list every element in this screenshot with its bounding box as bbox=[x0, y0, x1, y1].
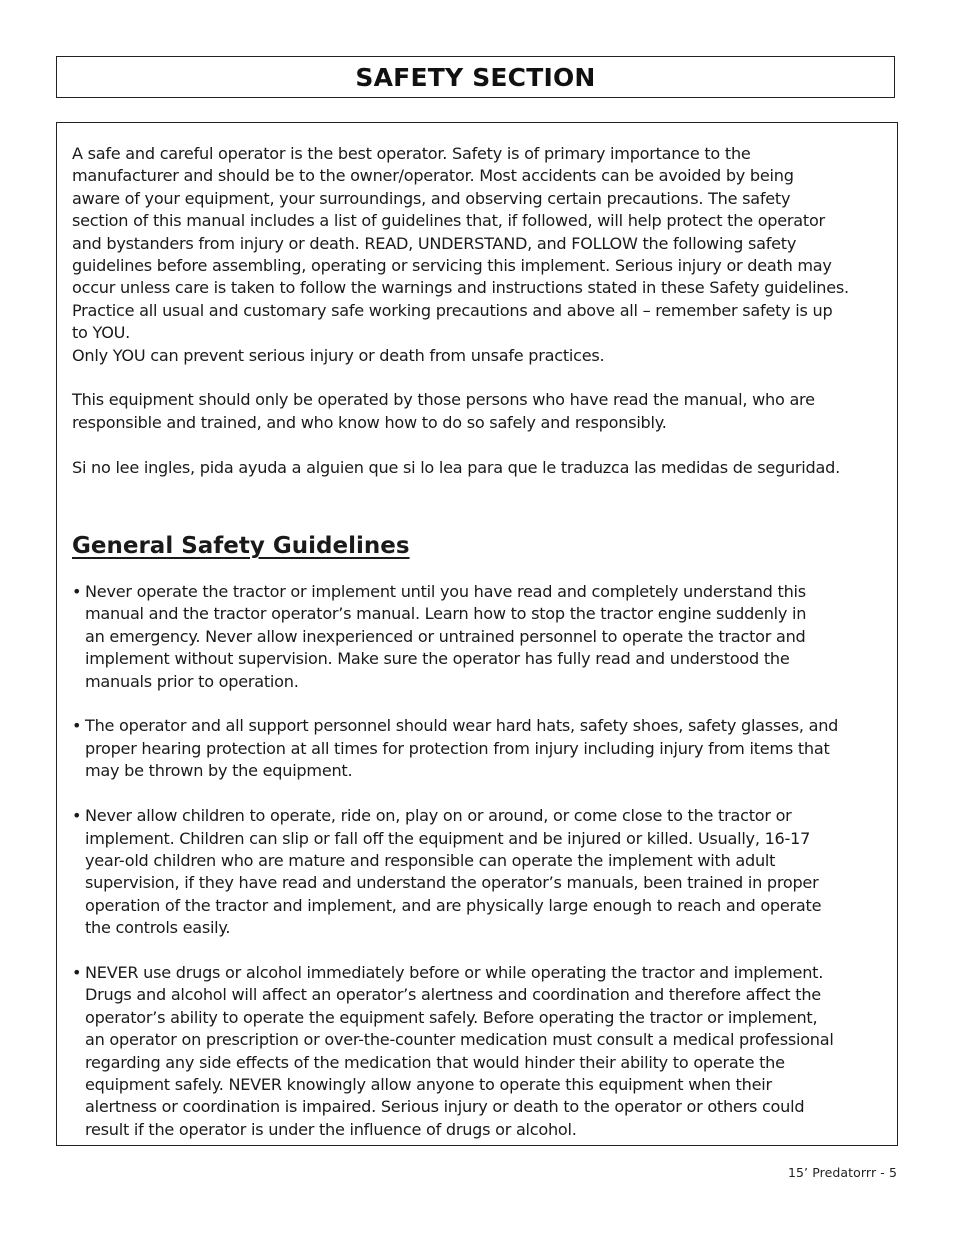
intro-paragraph-1: A safe and careful operator is the best operator. Safety is of primary importance to the manufacturer and should be to the owner/operator. Most accidents can be avoided by being aware of your equipment, your surroundings, and observing certain precautions. The safety section of this manual includes a list of guidelines that, if followed, will help protect the operator and bystanders from injury or death. READ, UNDERSTAND, and FOLLOW the following safety guidelines before assembling, operating or servicing this implement. Serious injury or death may occur unless care is taken to follow the warnings and instructions stated in these Safety guidelines. Practice all usual and customary safe working precautions and above all – remember safety is up to YOU. Only YOU can prevent serious injury or death from unsafe practices. bbox=[72, 144, 849, 365]
page-footer: 15’ Predatorrr - 5 bbox=[787, 1165, 897, 1180]
list-item bbox=[72, 962, 885, 1141]
content-box bbox=[56, 122, 898, 1146]
page-title: SAFETY SECTION bbox=[355, 62, 596, 92]
intro-paragraph-2: This equipment should only be operated by those persons who have read the manual, who are responsible and trained, and who know how to do so safely and responsibly. bbox=[72, 390, 815, 432]
paragraph-spacer bbox=[72, 367, 885, 389]
bullet-icon: • bbox=[72, 716, 82, 736]
list-item bbox=[72, 805, 885, 939]
section-title-box bbox=[56, 56, 895, 98]
bullet-icon: • bbox=[72, 806, 82, 826]
bullet-icon: • bbox=[72, 582, 82, 602]
list-item-text: Never operate the tractor or implement until you have read and completely understand this manual and the tractor operator’s manual. Learn how to stop the tractor engine suddenly in an emergency. Never allow inexperienced or untrained personnel to operate the tractor and implement without supervision. Make sure the operator has fully read and understood the manuals prior to operation. bbox=[85, 582, 807, 691]
list-item-text: Never allow children to operate, ride on, play on or around, or come close to the tractor or implement. Children can slip or fall off the equipment and be injured or killed. Usually, 16-17 year-old children who are mature and responsible can operate the implement with adult supervision, if they have read and understand the operator’s manuals, been trained in proper operation of the tractor and implement, and are physically large enough to reach and operate the controls easily. bbox=[85, 806, 822, 938]
list-item bbox=[72, 715, 885, 782]
list-item bbox=[72, 581, 885, 693]
paragraph-spacer bbox=[72, 434, 885, 456]
intro-paragraph-3: Si no lee ingles, pida ayuda a alguien que si lo lea para que le traduzca las medidas de seguridad. bbox=[72, 457, 840, 477]
guidelines-list bbox=[72, 581, 885, 1141]
bullet-icon: • bbox=[72, 962, 82, 982]
general-guidelines-heading: General Safety Guidelines bbox=[72, 533, 410, 560]
list-item-text: The operator and all support personnel should wear hard hats, safety shoes, safety glasses, and proper hearing protection at all times for protection from injury including injury from items that may be thrown by the equipment. bbox=[85, 716, 839, 781]
list-item-text: NEVER use drugs or alcohol immediately before or while operating the tractor and implement. Drugs and alcohol will affect an operator’s alertness and coordination and therefore affect the operator’s ability to operate the equipment safely. Before operating the tractor or implement, an operator on prescription or over-the-counter medication must consult a medical professional regarding any side effects of the medication that would hinder their ability to operate the equipment safely. NEVER knowingly allow anyone to operate this equipment when their alertness or coordination is impaired. Serious injury or death to the operator or others could result if the operator is under the influence of drugs or alcohol. bbox=[85, 962, 834, 1139]
